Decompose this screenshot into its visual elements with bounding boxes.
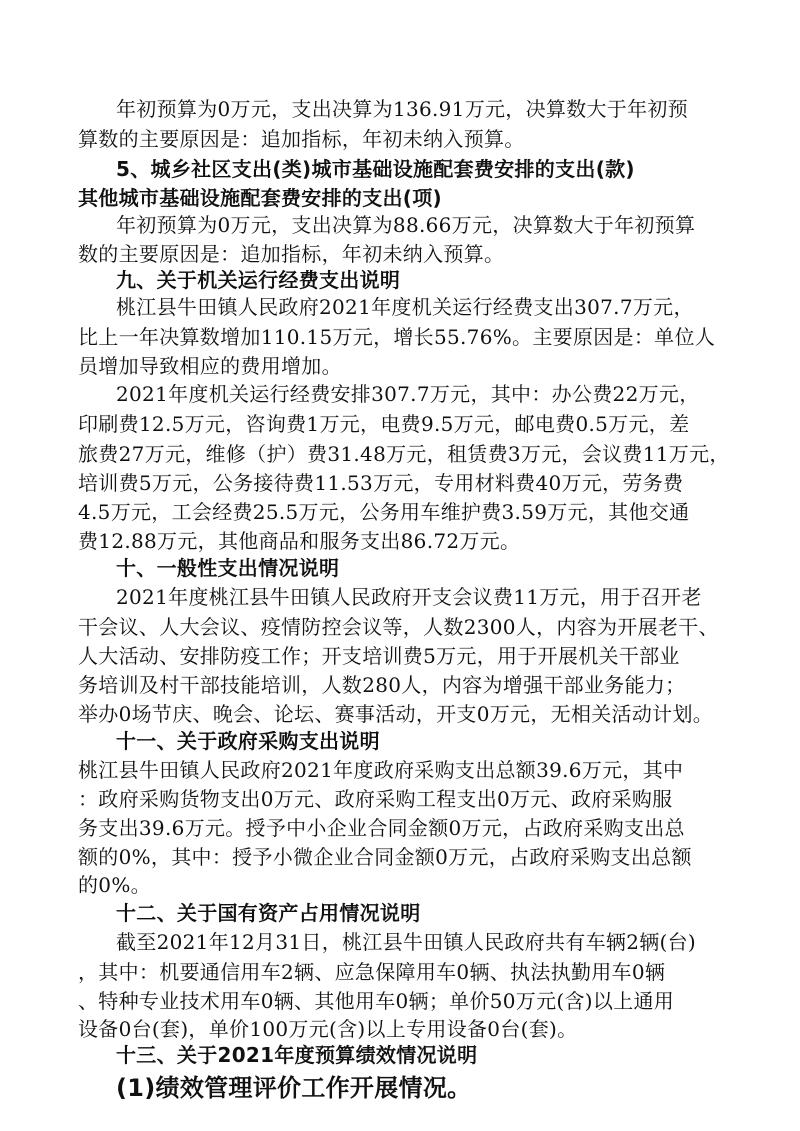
paragraph-line: 干会议、人大会议、疫情防控会议等，人数2300人，内容为开展老干、 [78,615,719,639]
section-heading: 十、一般性支出情况说明 [116,556,340,580]
section-heading: 九、关于机关运行经费支出说明 [116,268,401,292]
subsection-heading: (1)绩效管理评价工作开展情况。 [116,1074,472,1102]
paragraph-line: 旅费27万元，维修（护）费31.48万元，租赁费3万元，会议费11万元， [78,442,730,466]
paragraph-line: 设备0台(套)，单价100万元(含)以上专用设备0台(套)。 [78,1017,578,1041]
paragraph-line: 额的0%，其中：授予小微企业合同金额0万元，占政府采购支出总额 [78,845,692,869]
paragraph-line: 的0%。 [78,873,151,897]
paragraph-line: 印刷费12.5万元，咨询费1万元，电费9.5万元，邮电费0.5万元，差 [78,412,690,436]
section-heading: 十一、关于政府采购支出说明 [116,729,380,753]
paragraph-line: 截至2021年12月31日，桃江县牛田镇人民政府共有车辆2辆(台) [116,930,697,954]
paragraph-line: 人大活动、安排防疫工作；开支培训费5万元，用于开展机关干部业 [78,644,680,668]
section-heading: 十二、关于国有资产占用情况说明 [116,901,421,925]
paragraph-line: ：政府采购货物支出0万元、政府采购工程支出0万元、政府采购服 [78,787,673,811]
section-heading: 十三、关于2021年度预算绩效情况说明 [116,1043,478,1067]
section-heading: 5、城乡社区支出(类)城市基础设施配套费安排的支出(款) [116,157,635,181]
paragraph-line: 务培训及村干部技能培训，人数280人，内容为增强干部业务能力； [78,673,686,697]
section-heading: 其他城市基础设施配套费安排的支出(项) [78,186,442,210]
paragraph-line: 桃江县牛田镇人民政府2021年度机关运行经费支出307.7万元， [116,295,694,319]
paragraph-line: 4.5万元，工会经费25.5万元，公务用车维护费3.59万元，其他交通 [78,500,690,524]
paragraph-line: ，其中：机要通信用车2辆、应急保障用车0辆、执法执勤用车0辆 [78,960,666,984]
paragraph-line: 比上一年决算数增加110.15万元，增长55.76%。主要原因是：单位人 [78,325,716,349]
paragraph-line: 年初预算为0万元，支出决算为136.91万元，决算数大于年初预 [116,97,689,121]
paragraph-line: 举办0场节庆、晚会、论坛、赛事活动，开支0万元，无相关活动计划。 [78,702,714,726]
paragraph-line: 2021年度机关运行经费安排307.7万元，其中：办公费22万元， [116,382,700,406]
paragraph-line: 算数的主要原因是：追加指标，年初未纳入预算。 [78,127,525,151]
paragraph-line: 费12.88万元，其他商品和服务支出86.72万元。 [78,529,521,553]
paragraph-line: 培训费5万元，公务接待费11.53万元，专用材料费40万元，劳务费 [78,471,684,495]
paragraph-line: 桃江县牛田镇人民政府2021年度政府采购支出总额39.6万元，其中 [78,758,684,782]
paragraph-line: 员增加导致相应的费用增加。 [78,354,342,378]
paragraph-line: 年初预算为0万元，支出决算为88.66万元，决算数大于年初预算 [116,213,696,237]
paragraph-line: 数的主要原因是：追加指标，年初未纳入预算。 [78,242,505,266]
paragraph-line: 、特种专业技术用车0辆、其他用车0辆；单价50万元(含)以上通用 [78,989,675,1013]
paragraph-line: 2021年度桃江县牛田镇人民政府开支会议费11万元，用于召开老 [116,585,702,609]
paragraph-line: 务支出39.6万元。授予中小企业合同金额0万元，占政府采购支出总 [78,816,685,840]
